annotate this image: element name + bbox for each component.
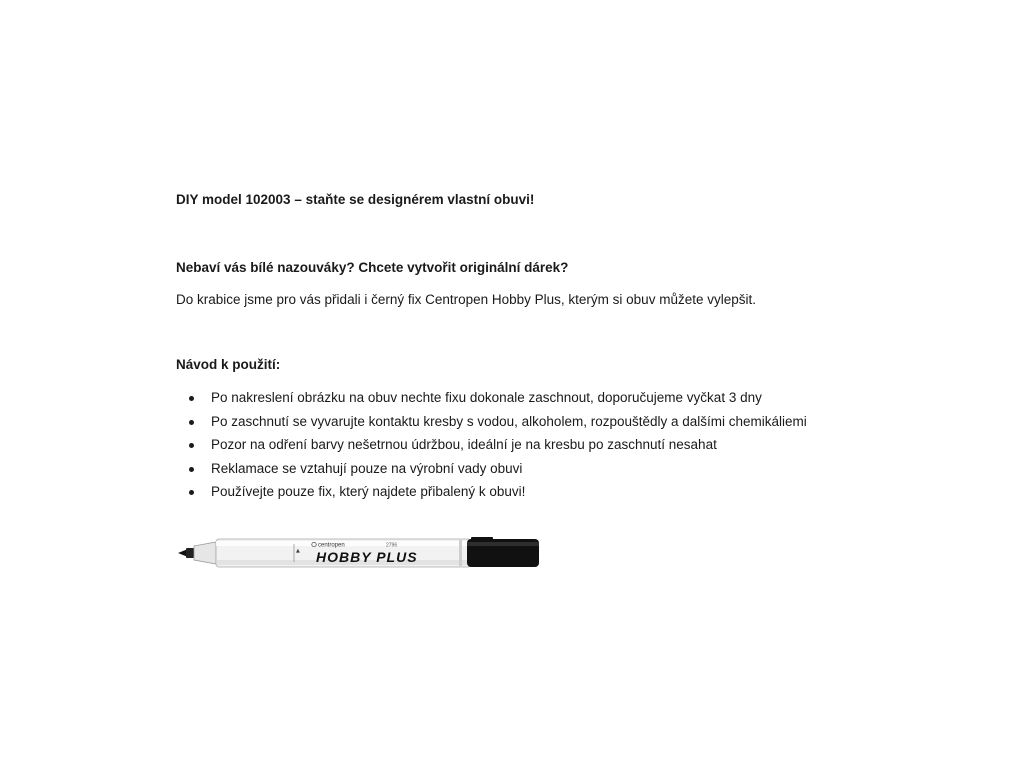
list-item-text: Po zaschnutí se vyvarujte kontaktu kresby s vodou, alkoholem, rozpouštědly a dalšími chemikáliemi xyxy=(211,413,807,429)
list-item-text: Reklamace se vztahují pouze na výrobní vady obuvi xyxy=(211,460,523,476)
marker-pen-image xyxy=(176,532,546,576)
list-item xyxy=(186,389,807,413)
bullet-icon xyxy=(189,420,194,425)
intro-text: Do krabice jsme pro vás přidali i černý fix Centropen Hobby Plus, kterým si obuv můžete vylepšit. xyxy=(176,292,756,307)
bullet-icon xyxy=(189,490,194,495)
bullet-icon xyxy=(189,443,194,448)
list-item xyxy=(186,460,807,484)
marker-model-number: 2796 xyxy=(386,542,398,549)
svg-text:▲: ▲ xyxy=(296,548,300,554)
intro-question: Nebaví vás bílé nazouváky? Chcete vytvořit originální dárek? xyxy=(176,260,569,275)
marker-brand-text: centropen xyxy=(318,542,345,549)
document-page xyxy=(176,0,876,768)
list-item xyxy=(186,483,807,507)
list-item-text: Po nakreslení obrázku na obuv nechte fixu dokonale zaschnout, doporučujeme vyčkat 3 dny xyxy=(211,390,762,405)
document-title: DIY model 102003 – staňte se designérem vlastní obuvi! xyxy=(176,192,535,207)
bullet-icon xyxy=(189,396,194,401)
instructions-list xyxy=(186,389,807,507)
list-item-text: Pozor na odření barvy nešetrnou údržbou, ideální je na kresbu po zaschnutí nesahat xyxy=(211,437,717,452)
list-item xyxy=(186,436,807,460)
marker-product-label: HOBBY PLUS xyxy=(316,549,418,565)
list-item xyxy=(186,413,807,437)
bullet-icon xyxy=(189,467,194,472)
instructions-heading: Návod k použití: xyxy=(176,357,281,372)
list-item-text: Používejte pouze fix, který najdete přibalený k obuvi! xyxy=(211,484,526,499)
